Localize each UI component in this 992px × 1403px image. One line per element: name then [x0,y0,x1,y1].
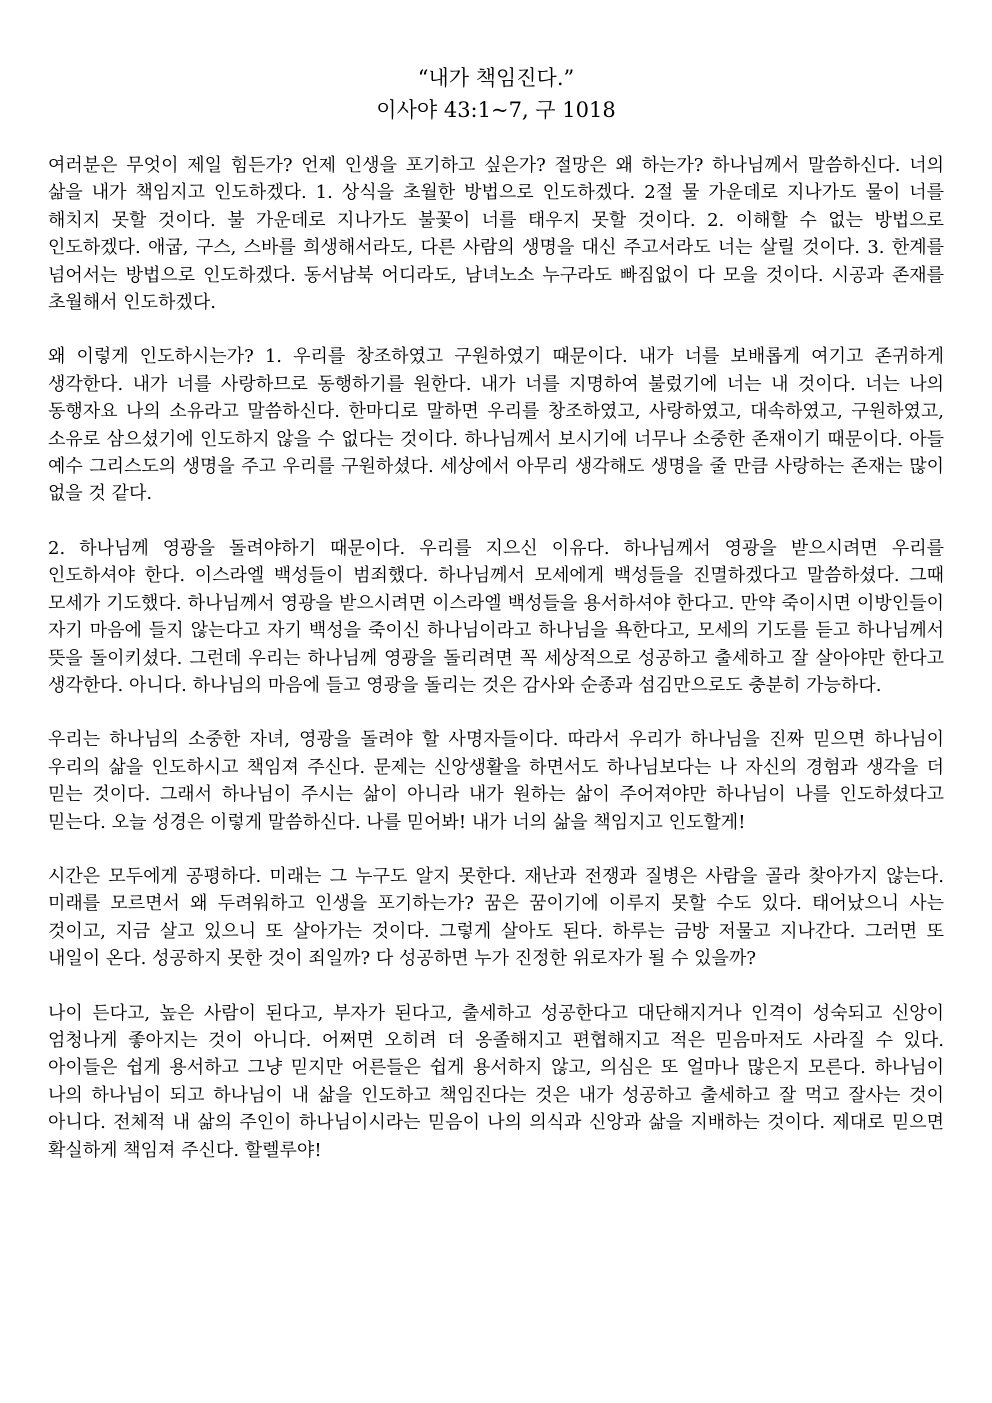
paragraph-3: 2. 하나님께 영광을 돌려야하기 때문이다. 우리를 지으신 이유다. 하나님께서 영광을 받으시려면 우리를 인도하셔야 한다. 이스라엘 백성들이 범죄했다. 하나님께서 모세에게 백성들을 진멸하겠다고 말씀하셨다. 그때 모세가 기도했다. 하나님께서 영광을 받으시려면 이스라엘 백성들을 용서하셔야 한다고. 만약 죽이시면 이방인들이 자기 마음에 들지 않는다고 자기 백성을 죽이신 하나님이라고 하나님을 욕한다고, 모세의 기도를 듣고 하나님께서 뜻을 돌이키셨다. 그런데 우리는 하나님께 영광을 돌리려면 꼭 세상적으로 성공하고 출세하고 잘 살아야만 한다고 생각한다. 아니다. 하나님의 마음에 들고 영광을 돌리는 것은 감사와 순종과 섬김만으로도 충분히 가능하다. [48,537,944,696]
paragraph-1: 여러분은 무엇이 제일 힘든가? 언제 인생을 포기하고 싶은가? 절망은 왜 하는가? 하나님께서 말씀하신다. 너의 삶을 내가 책임지고 인도하겠다. 1. 상식을 초월한 방법으로 인도하겠다. 2절 물 가운데로 지나가도 물이 너를 해치지 못할 것이다. 불 가운데로 지나가도 불꽃이 너를 태우지 못할 것이다. 2. 이해할 수 없는 방법으로 인도하겠다. 애굽, 구스, 스바를 희생해서라도, 다른 사람의 생명을 대신 주고서라도 너는 살릴 것이다. 3. 한계를 넘어서는 방법으로 인도하겠다. 동서남북 어디라도, 남녀노소 누구라도 빠짐없이 다 모을 것이다. 시공과 존재를 초월해서 인도하겠다. [48,155,944,314]
paragraph-5: 시간은 모두에게 공평하다. 미래는 그 누구도 알지 못한다. 재난과 전쟁과 질병은 사람을 골라 찾아가지 않는다. 미래를 모르면서 왜 두려워하고 인생을 포기하는가? 꿈은 꿈이기에 이루지 못할 수도 있다. 태어났으니 사는 것이고, 지금 살고 있으니 또 살아가는 것이다. 그렇게 살아도 된다. 하루는 금방 저물고 지나간다. 그러면 또 내일이 온다. 성공하지 못한 것이 죄일까? 다 성공하면 누가 진정한 위로자가 될 수 있을까? [48,865,944,970]
paragraph-4: 우리는 하나님의 소중한 자녀, 영광을 돌려야 할 사명자들이다. 따라서 우리가 하나님을 진짜 믿으면 하나님이 우리의 삶을 인도하시고 책임져 주신다. 문제는 신앙생활을 하면서도 하나님보다는 나 자신의 경험과 생각을 더 믿는 것이다. 그래서 하나님이 주시는 삶이 아니라 내가 원하는 삶이 주어져야만 하나님이 나를 인도하셨다고 믿는다. 오늘 성경은 이렇게 말씀하신다. 나를 믿어봐! 내가 너의 삶을 책임지고 인도할게! [48,729,944,833]
scripture-reference: 이사야 43:1~7, 구 1018 [376,98,616,122]
document-header [48,62,944,126]
document-body [48,152,944,1164]
document-page [48,62,944,1191]
paragraph-6: 나이 든다고, 높은 사람이 된다고, 부자가 된다고, 출세하고 성공한다고 대단해지거나 인격이 성숙되고 신앙이 엄청나게 좋아지는 것이 아니다. 어쩌면 오히려 더 옹졸해지고 편협해지고 적은 믿음마저도 사라질 수 있다. 아이들은 쉽게 용서하고 그냥 믿지만 어른들은 쉽게 용서하지 않고, 의심은 또 얼마나 많은지 모른다. 하나님이 나의 하나님이 되고 하나님이 내 삶을 인도하고 책임진다는 것은 내가 성공하고 출세하고 잘 먹고 잘사는 것이 아니다. 전체적 내 삶의 주인이 하나님이시라는 믿음이 나의 의식과 신앙과 삶을 지배하는 것이다. 제대로 믿으면 확실하게 책임져 주신다. 할렐루야! [48,1002,944,1161]
paragraph-2: 왜 이렇게 인도하시는가? 1. 우리를 창조하였고 구원하였기 때문이다. 내가 너를 보배롭게 여기고 존귀하게 생각한다. 내가 너를 사랑하므로 동행하기를 원한다. 내가 너를 지명하여 불렀기에 너는 내 것이다. 너는 나의 동행자요 나의 소유라고 말씀하신다. 한마디로 말하면 우리를 창조하였고, 사랑하였고, 대속하였고, 구원하였고, 소유로 삼으셨기에 인도하지 않을 수 없다는 것이다. 하나님께서 보시기에 너무나 소중한 존재이기 때문이다. 아들 예수 그리스도의 생명을 주고 우리를 구원하셨다. 세상에서 아무리 생각해도 생명을 줄 만큼 사랑하는 존재는 많이 없을 것 같다. [48,346,944,505]
page-title: “내가 책임진다.” [417,66,575,90]
